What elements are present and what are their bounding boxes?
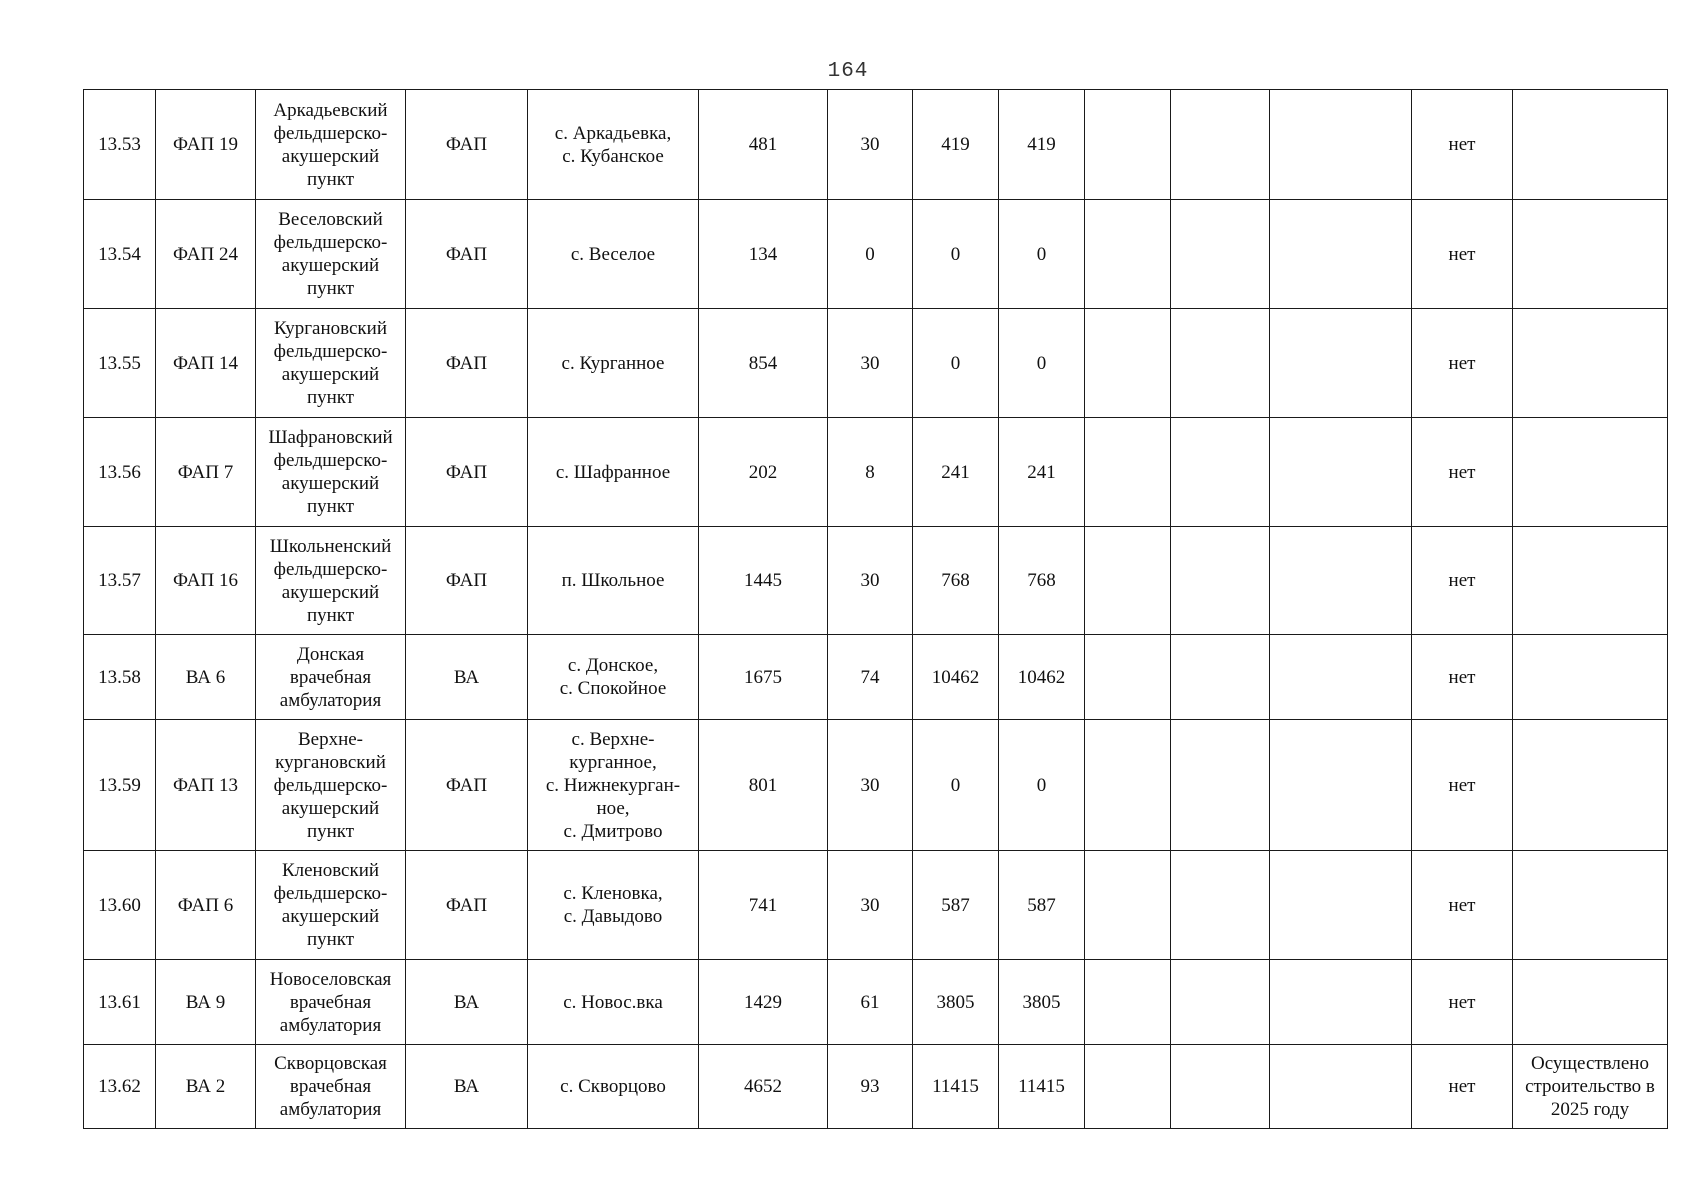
facility-name-line: акушерский	[281, 797, 380, 819]
facility-name-line: Школьненский	[269, 535, 392, 557]
table-row	[84, 90, 1668, 200]
row-number: 13.53	[84, 90, 156, 200]
empty-cell-12	[1270, 200, 1412, 309]
facility-name-line: пункт	[306, 496, 355, 517]
facility-name-line: пункт	[306, 929, 355, 950]
facility-name-line: фельдшерско-	[273, 122, 388, 144]
facility-code: ВА 2	[156, 1045, 256, 1129]
note-cell	[1513, 635, 1668, 720]
status-cell: нет	[1412, 90, 1513, 200]
empty-cell-10	[1085, 418, 1171, 527]
settlement-cell-line: с. Веселое	[570, 243, 656, 265]
facility-name	[256, 960, 406, 1045]
facility-code: ФАП 16	[156, 527, 256, 635]
value-2: 93	[828, 1045, 913, 1129]
note-cell	[1513, 309, 1668, 418]
facility-name-line: фельдшерско-	[273, 450, 388, 471]
settlement-cell-line: с. Курганное	[561, 352, 665, 374]
empty-cell-10	[1085, 720, 1171, 851]
value-4: 0	[999, 200, 1085, 309]
facility-name-line: фельдшерско-	[273, 341, 388, 362]
facility-code: ВА 6	[156, 635, 256, 720]
value-4: 3805	[999, 960, 1085, 1045]
facility-code: ФАП 14	[156, 309, 256, 418]
facility-name-line: акушерский	[281, 255, 380, 276]
facility-name-line: фельдшерско-	[273, 883, 388, 904]
value-4: 11415	[999, 1045, 1085, 1129]
value-1: 854	[699, 309, 828, 418]
empty-cell-12	[1270, 90, 1412, 200]
empty-cell-11	[1171, 90, 1270, 200]
facility-name-line: Верхне-	[297, 728, 364, 750]
table-body	[84, 90, 1668, 1129]
row-number: 13.58	[84, 635, 156, 720]
facility-name-line: пункт	[306, 387, 355, 408]
value-1: 481	[699, 90, 828, 200]
facility-name	[256, 635, 406, 720]
note-cell	[1513, 200, 1668, 309]
note-cell	[1513, 1045, 1668, 1129]
settlement-cell-line: п. Школьное	[561, 570, 665, 591]
facility-type: ФАП	[406, 851, 528, 960]
row-number: 13.55	[84, 309, 156, 418]
note-cell	[1513, 527, 1668, 635]
note-cell	[1513, 418, 1668, 527]
status-cell: нет	[1412, 418, 1513, 527]
empty-cell-11	[1171, 635, 1270, 720]
status-cell: нет	[1412, 960, 1513, 1045]
table-row	[84, 309, 1668, 418]
facility-name-line: акушерский	[281, 473, 380, 494]
empty-cell-11	[1171, 200, 1270, 309]
settlement-cell-line: с. Скворцово	[560, 1076, 666, 1097]
facility-name	[256, 200, 406, 309]
table-row	[84, 635, 1668, 720]
facility-name-line: пункт	[306, 604, 355, 626]
settlement-cell	[528, 90, 699, 200]
facility-name-line: акушерский	[281, 145, 380, 167]
value-4: 241	[999, 418, 1085, 527]
facility-type: ВА	[406, 635, 528, 720]
row-number: 13.62	[84, 1045, 156, 1129]
facility-name	[256, 720, 406, 851]
empty-cell-12	[1270, 960, 1412, 1045]
value-3: 768	[913, 527, 999, 635]
empty-cell-12	[1270, 1045, 1412, 1129]
table-row	[84, 1045, 1668, 1129]
facility-name-line: врачебная	[289, 666, 372, 688]
empty-cell-12	[1270, 720, 1412, 851]
facility-name	[256, 1045, 406, 1129]
facility-name	[256, 851, 406, 960]
facility-name-line: Шафрановский	[268, 427, 393, 448]
facility-name-line: амбулатория	[279, 1014, 382, 1036]
facility-name-line: фельдшерско-	[273, 558, 388, 580]
facility-type: ВА	[406, 1045, 528, 1129]
empty-cell-11	[1171, 851, 1270, 960]
row-number: 13.54	[84, 200, 156, 309]
empty-cell-11	[1171, 1045, 1270, 1129]
value-3: 0	[913, 309, 999, 418]
value-2: 30	[828, 720, 913, 851]
value-3: 0	[913, 200, 999, 309]
empty-cell-11	[1171, 527, 1270, 635]
settlement-cell	[528, 1045, 699, 1129]
status-cell: нет	[1412, 200, 1513, 309]
settlement-cell-line: с. Донское,	[567, 655, 659, 676]
table-row	[84, 418, 1668, 527]
row-number: 13.60	[84, 851, 156, 960]
row-number: 13.61	[84, 960, 156, 1045]
facility-name-line: фельдшерско-	[273, 774, 388, 796]
facility-name	[256, 418, 406, 527]
note-cell	[1513, 851, 1668, 960]
facility-name	[256, 90, 406, 200]
facility-type: ФАП	[406, 418, 528, 527]
value-2: 30	[828, 90, 913, 200]
facility-name-line: пункт	[306, 278, 355, 299]
value-3: 3805	[913, 960, 999, 1045]
settlement-cell	[528, 960, 699, 1045]
facility-type: ВА	[406, 960, 528, 1045]
settlement-cell	[528, 851, 699, 960]
row-number: 13.57	[84, 527, 156, 635]
settlement-cell	[528, 309, 699, 418]
value-1: 801	[699, 720, 828, 851]
settlement-cell-line: с. Новос.вка	[563, 991, 663, 1013]
empty-cell-10	[1085, 1045, 1171, 1129]
status-cell: нет	[1412, 635, 1513, 720]
value-1: 1445	[699, 527, 828, 635]
facility-name-line: Кленовский	[281, 860, 380, 881]
value-2: 8	[828, 418, 913, 527]
settlement-cell-line: ное,	[596, 797, 630, 819]
value-3: 11415	[913, 1045, 999, 1129]
empty-cell-10	[1085, 200, 1171, 309]
facility-name-line: акушерский	[281, 581, 380, 603]
facility-name	[256, 527, 406, 635]
empty-cell-10	[1085, 851, 1171, 960]
value-3: 10462	[913, 635, 999, 720]
value-1: 202	[699, 418, 828, 527]
facility-name-line: Новоселовская	[269, 968, 392, 990]
value-3: 241	[913, 418, 999, 527]
facilities-table	[83, 89, 1668, 1129]
status-cell: нет	[1412, 851, 1513, 960]
table-row	[84, 960, 1668, 1045]
value-2: 61	[828, 960, 913, 1045]
empty-cell-12	[1270, 851, 1412, 960]
empty-cell-11	[1171, 720, 1270, 851]
facility-code: ФАП 13	[156, 720, 256, 851]
facility-name-line: кургановский	[275, 751, 386, 773]
status-cell: нет	[1412, 527, 1513, 635]
settlement-cell-line: с. Шафранное	[555, 461, 671, 483]
note-cell-line: строительство в	[1525, 1076, 1655, 1097]
settlement-cell	[528, 635, 699, 720]
value-4: 0	[999, 309, 1085, 418]
empty-cell-11	[1171, 309, 1270, 418]
empty-cell-10	[1085, 527, 1171, 635]
value-4: 419	[999, 90, 1085, 200]
settlement-cell-line: с. Кленовка,	[563, 883, 663, 904]
facility-type: ФАП	[406, 90, 528, 200]
facility-name-line: Донская	[296, 643, 365, 665]
facility-code: ФАП 19	[156, 90, 256, 200]
status-cell: нет	[1412, 720, 1513, 851]
settlement-cell-line: с. Спокойное	[559, 678, 667, 699]
value-2: 30	[828, 527, 913, 635]
facility-code: ФАП 7	[156, 418, 256, 527]
value-4: 587	[999, 851, 1085, 960]
note-cell-line: Осуществлено	[1531, 1053, 1649, 1074]
facility-name-line: амбулатория	[279, 689, 382, 711]
value-2: 74	[828, 635, 913, 720]
empty-cell-11	[1171, 418, 1270, 527]
empty-cell-10	[1085, 635, 1171, 720]
facility-name-line: амбулатория	[279, 1099, 382, 1120]
value-1: 1429	[699, 960, 828, 1045]
table-row	[84, 527, 1668, 635]
facility-name-line: Веселовский	[278, 209, 383, 230]
facility-name-line: Аркадьевский	[273, 99, 388, 121]
empty-cell-12	[1270, 309, 1412, 418]
facility-name-line: акушерский	[281, 906, 380, 927]
value-4: 10462	[999, 635, 1085, 720]
facility-name	[256, 309, 406, 418]
note-cell	[1513, 720, 1668, 851]
settlement-cell-line: с. Аркадьевка,	[554, 122, 672, 144]
facility-name-line: пункт	[306, 820, 355, 842]
facility-name-line: Скворцовская	[274, 1053, 387, 1074]
value-1: 741	[699, 851, 828, 960]
status-cell: нет	[1412, 1045, 1513, 1129]
empty-cell-11	[1171, 960, 1270, 1045]
empty-cell-10	[1085, 90, 1171, 200]
value-1: 134	[699, 200, 828, 309]
facility-code: ВА 9	[156, 960, 256, 1045]
facility-type: ФАП	[406, 527, 528, 635]
settlement-cell	[528, 418, 699, 527]
status-cell: нет	[1412, 309, 1513, 418]
empty-cell-12	[1270, 418, 1412, 527]
table-row	[84, 851, 1668, 960]
value-1: 1675	[699, 635, 828, 720]
value-4: 768	[999, 527, 1085, 635]
settlement-cell	[528, 200, 699, 309]
settlement-cell-line: с. Верхне-	[571, 728, 655, 750]
facility-name-line: пункт	[306, 168, 355, 190]
facility-type: ФАП	[406, 200, 528, 309]
empty-cell-10	[1085, 960, 1171, 1045]
facility-name-line: врачебная	[289, 991, 372, 1013]
value-4: 0	[999, 720, 1085, 851]
value-1: 4652	[699, 1045, 828, 1129]
settlement-cell-line: с. Нижнекурган-	[545, 774, 681, 796]
facility-code: ФАП 24	[156, 200, 256, 309]
empty-cell-12	[1270, 527, 1412, 635]
facility-type: ФАП	[406, 720, 528, 851]
settlement-cell-line: с. Давыдово	[563, 906, 663, 927]
facility-name-line: фельдшерско-	[273, 232, 388, 253]
page-number: 164	[827, 60, 869, 83]
facility-type: ФАП	[406, 309, 528, 418]
row-number: 13.56	[84, 418, 156, 527]
value-2: 30	[828, 309, 913, 418]
empty-cell-10	[1085, 309, 1171, 418]
value-3: 419	[913, 90, 999, 200]
note-cell-line: 2025 году	[1550, 1099, 1630, 1120]
value-2: 30	[828, 851, 913, 960]
note-cell	[1513, 960, 1668, 1045]
settlement-cell-line: курганное,	[569, 751, 657, 773]
row-number: 13.59	[84, 720, 156, 851]
value-3: 587	[913, 851, 999, 960]
facility-code: ФАП 6	[156, 851, 256, 960]
settlement-cell-line: с. Кубанское	[562, 145, 664, 167]
value-2: 0	[828, 200, 913, 309]
facility-name-line: врачебная	[289, 1076, 372, 1097]
note-cell	[1513, 90, 1668, 200]
settlement-cell	[528, 720, 699, 851]
settlement-cell-line: с. Дмитрово	[563, 820, 663, 842]
facility-name-line: акушерский	[281, 364, 380, 385]
table-row	[84, 200, 1668, 309]
empty-cell-12	[1270, 635, 1412, 720]
value-3: 0	[913, 720, 999, 851]
settlement-cell	[528, 527, 699, 635]
table-row	[84, 720, 1668, 851]
facility-name-line: Кургановский	[274, 318, 387, 339]
